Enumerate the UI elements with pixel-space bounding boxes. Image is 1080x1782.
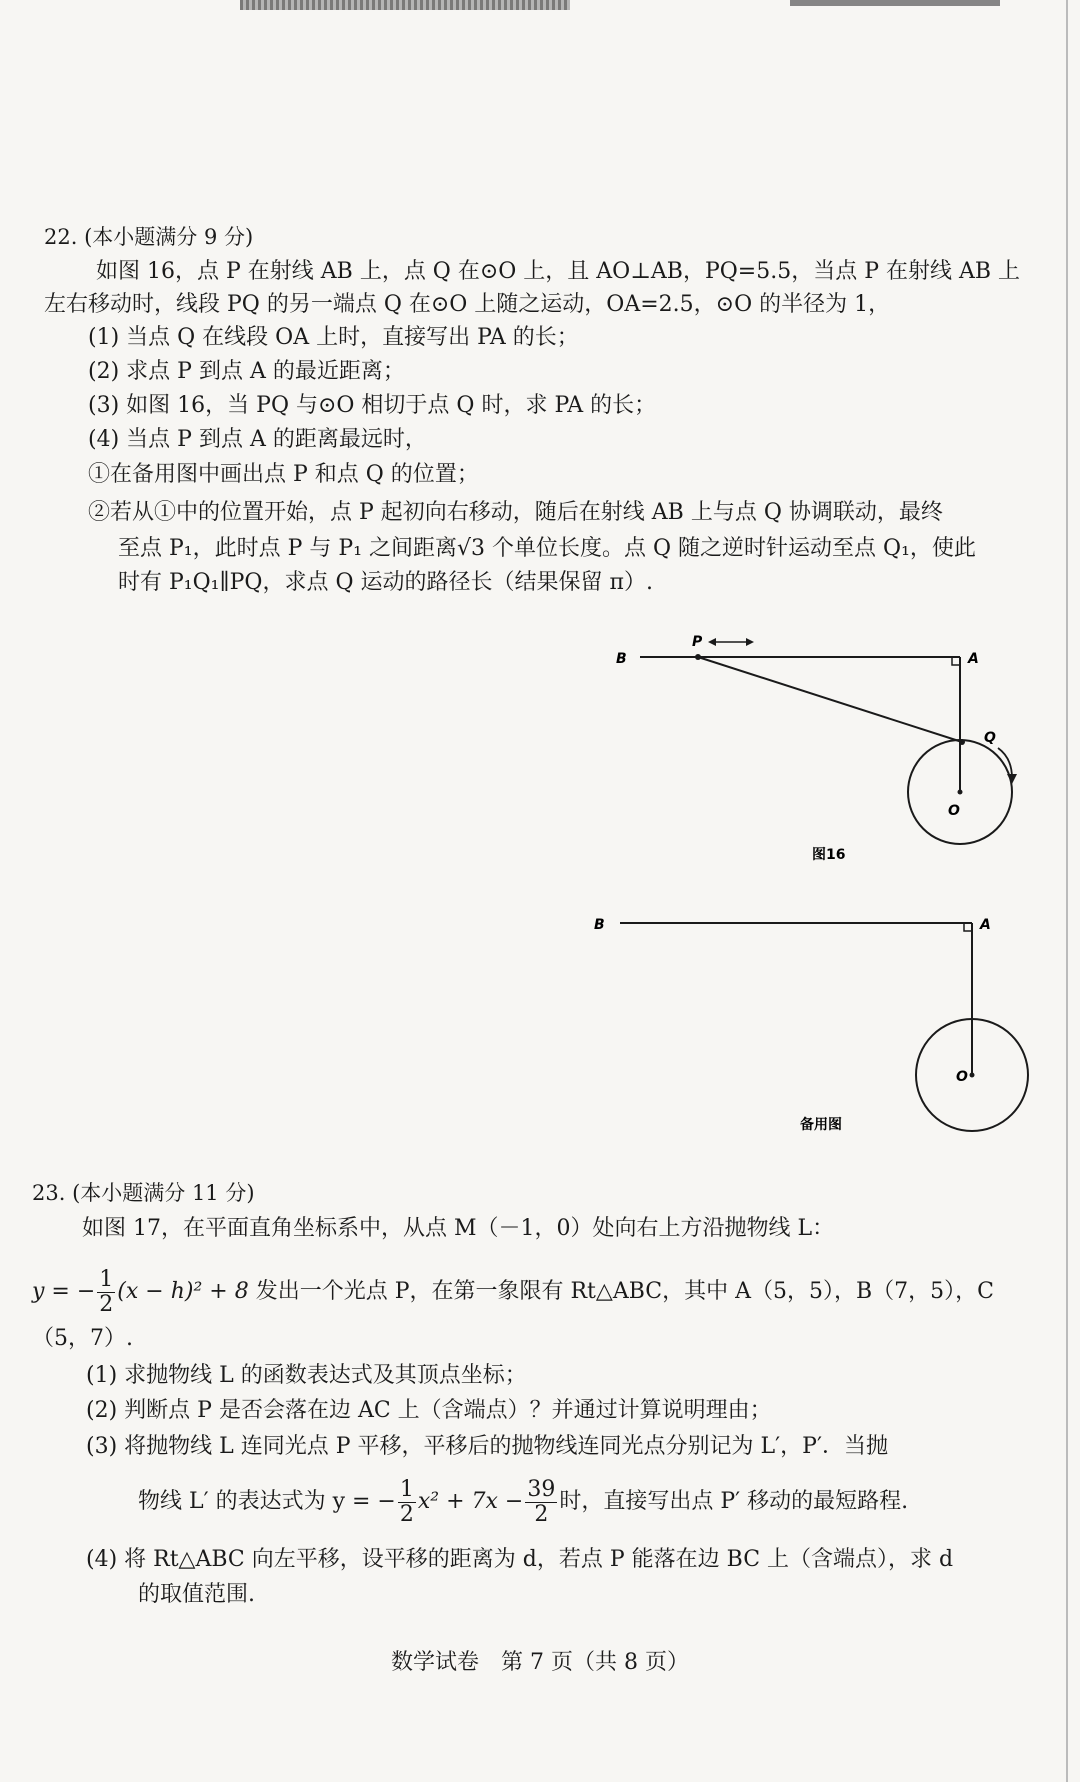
q23-part4-line1: (4) 将 Rt△ABC 向左平移，设平移的距离为 d，若点 P 能落在边 BC 上（含端点），求 d — [86, 1547, 954, 1572]
q23-part3-fraction1 — [398, 1478, 416, 1527]
q23-stem-line1: 如图 17，在平面直角坐标系中，从点 M（－1，0）处向右上方沿抛物线 L： — [82, 1216, 835, 1241]
q23-stem-line3: （5，7）. — [32, 1326, 133, 1351]
q23-part2: (2) 判断点 P 是否会落在边 AC 上（含端点）？并通过计算说明理由； — [86, 1398, 772, 1423]
q23-part3-line2-suffix: 时，直接写出点 P′ 移动的最短路程. — [559, 1489, 909, 1514]
q23-part4-line2: 的取值范围. — [138, 1582, 255, 1607]
q23-part3-fraction2 — [525, 1478, 557, 1527]
q23-eq-suffix: (x − h)² + 8 — [117, 1279, 249, 1304]
q23-part3-frac1-den: 2 — [399, 1501, 414, 1527]
curved-arrow-head — [1007, 774, 1017, 784]
q23-eq-frac-den: 2 — [99, 1291, 114, 1317]
q23-part3-frac2-num: 39 — [527, 1476, 556, 1502]
q22-part1: (1) 当点 Q 在线段 OA 上时，直接写出 PA 的长； — [88, 325, 579, 350]
page-footer: 数学试卷 第 7 页（共 8 页） — [391, 1650, 689, 1675]
q22-heading: 22. (本小题满分 9 分) — [44, 225, 254, 249]
q23-heading: 23. (本小题满分 11 分) — [32, 1181, 255, 1205]
label-p: P — [692, 634, 703, 650]
scan-artifact-top — [240, 0, 570, 10]
q23-eq-fraction — [97, 1268, 115, 1317]
q23-stem-line2-rest: 发出一个光点 P，在第一象限有 Rt△ABC，其中 A（5，5），B（7，5），C — [255, 1279, 994, 1304]
point-o — [958, 790, 963, 795]
q23-part3-line1: (3) 将抛物线 L 连同光点 P 平移，平移后的抛物线连同光点分别记为 L′，P′．当抛 — [86, 1434, 888, 1459]
scan-artifact-top-right — [790, 0, 1000, 6]
q23-part1: (1) 求抛物线 L 的函数表达式及其顶点坐标； — [86, 1363, 527, 1388]
label-a: A — [968, 651, 979, 667]
arrow-right-head — [746, 638, 754, 646]
q22-part4-sub2-line1: ②若从①中的位置开始，点 P 起初向右移动，随后在射线 AB 上与点 Q 协调联动，最终 — [88, 500, 943, 525]
spare-label-a: A — [980, 917, 991, 933]
q23-eq-frac-num: 1 — [99, 1266, 114, 1292]
point-q — [959, 739, 965, 745]
q23-part3-line2-prefix: 物线 L′ 的表达式为 y = − — [138, 1489, 396, 1514]
q22-part2: (2) 求点 P 到点 A 的最近距离； — [88, 359, 405, 384]
q22-stem-line1: 如图 16，点 P 在射线 AB 上，点 Q 在⊙O 上，且 AO⊥AB，PQ=5.5，当点 P 在射线 AB 上 — [96, 259, 1021, 284]
spare-figure — [580, 895, 1060, 1145]
q23-part3-line2 — [138, 1472, 908, 1532]
q22-part4-sub1: ①在备用图中画出点 P 和点 Q 的位置； — [88, 462, 479, 487]
q22-part4-sub2-line2: 至点 P₁，此时点 P 与 P₁ 之间距离√3 个单位长度。点 Q 随之逆时针运动至点 Q₁，使此 — [118, 536, 976, 561]
q23-equation-line — [32, 1262, 994, 1322]
q23-part3-mid: x² + 7x − — [417, 1489, 524, 1514]
spare-figure-caption: 备用图 — [800, 1117, 842, 1133]
figure-16 — [600, 620, 1060, 880]
q23-part3-frac2-den: 2 — [534, 1501, 549, 1527]
label-b: B — [616, 651, 627, 667]
q22-part4: (4) 当点 P 到点 A 的距离最远时， — [88, 427, 427, 452]
scan-artifact-right-edge — [1066, 0, 1068, 1782]
segment-pq — [698, 657, 962, 742]
spare-label-o: O — [956, 1069, 968, 1085]
spare-label-b: B — [594, 917, 605, 933]
q22-part4-sub2-line3: 时有 P₁Q₁∥PQ，求点 Q 运动的路径长（结果保留 π）. — [118, 570, 653, 595]
figure-16-caption: 图16 — [812, 847, 846, 863]
q23-eq-prefix: y = − — [32, 1279, 96, 1304]
spare-point-o — [970, 1073, 975, 1078]
arrow-left-head — [708, 638, 716, 646]
right-angle-mark — [952, 657, 960, 665]
label-q: Q — [984, 730, 996, 746]
q23-part3-frac1-num: 1 — [399, 1476, 414, 1502]
q22-stem-line2: 左右移动时，线段 PQ 的另一端点 Q 在⊙O 上随之运动，OA=2.5，⊙O 的半径为 1， — [44, 292, 891, 317]
q22-part3: (3) 如图 16，当 PQ 与⊙O 相切于点 Q 时，求 PA 的长； — [88, 393, 657, 418]
curved-arrow — [998, 748, 1012, 778]
spare-right-angle-mark — [964, 923, 972, 931]
point-p — [695, 654, 701, 660]
label-o: O — [948, 803, 960, 819]
